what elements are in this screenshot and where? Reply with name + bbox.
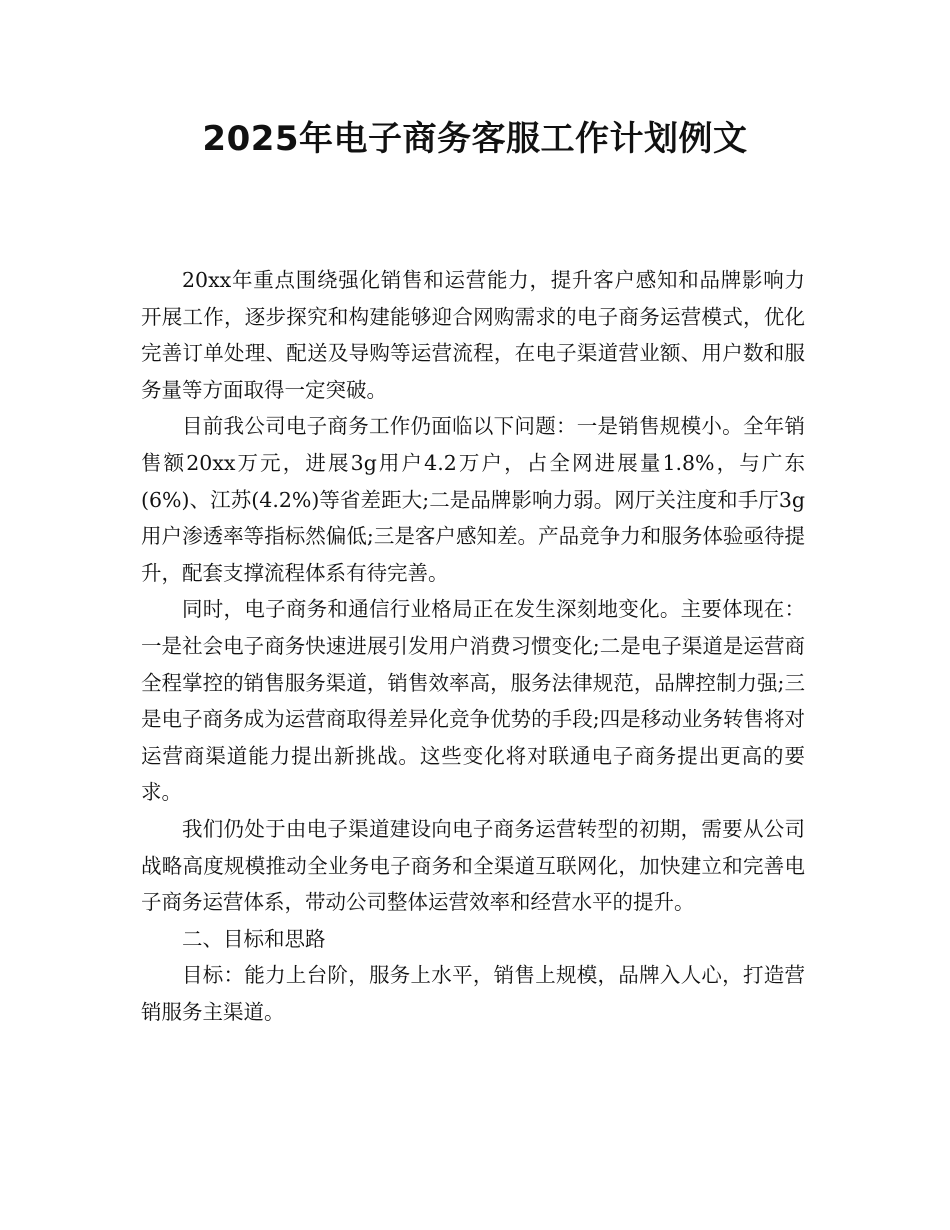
paragraph-industry-changes: 同时，电子商务和通信行业格局正在发生深刻地变化。主要体现在：一是社会电子商务快速进展引发用户消费习惯变化;二是电子渠道是运营商全程掌控的销售服务渠道，销售效率高，服务法律规范，品牌控制力强;三是电子商务成为运营商取得差异化竞争优势的手段;四是移动业务转售将对运营商渠道能力提出新挑战。这些变化将对联通电子商务提出更高的要求。	[141, 597, 805, 805]
paragraph-overview: 20xx年重点围绕强化销售和运营能力，提升客户感知和品牌影响力开展工作，逐步探究和构建能够迎合网购需求的电子商务运营模式，优化完善订单处理、配送及导购等运营流程，在电子渠道营业额、用户数和服务量等方面取得一定突破。	[141, 268, 805, 402]
paragraph-goals: 目标：能力上台阶，服务上水平，销售上规模，品牌入人心，打造营销服务主渠道。	[141, 963, 805, 1024]
paragraph-problems: 目前我公司电子商务工作仍面临以下问题：一是销售规模小。全年销售额20xx万元，进展3g用户4.2万户，占全网进展量1.8%，与广东(6%)、江苏(4.2%)等省差距大;二是品牌影响力弱。网厅关注度和手厅3g用户渗透率等指标然偏低;三是客户感知差。产品竞争力和服务体验亟待提升，配套支撑流程体系有待完善。	[141, 414, 805, 585]
document-body	[141, 262, 805, 1030]
paragraph-transformation: 我们仍处于由电子渠道建设向电子商务运营转型的初期，需要从公司战略高度规模推动全业务电子商务和全渠道互联网化，加快建立和完善电子商务运营体系，带动公司整体运营效率和经营水平的提升。	[141, 816, 805, 915]
document-title: 2025年电子商务客服工作计划例文	[202, 119, 748, 159]
section-heading-goals: 二、目标和思路	[182, 926, 326, 951]
